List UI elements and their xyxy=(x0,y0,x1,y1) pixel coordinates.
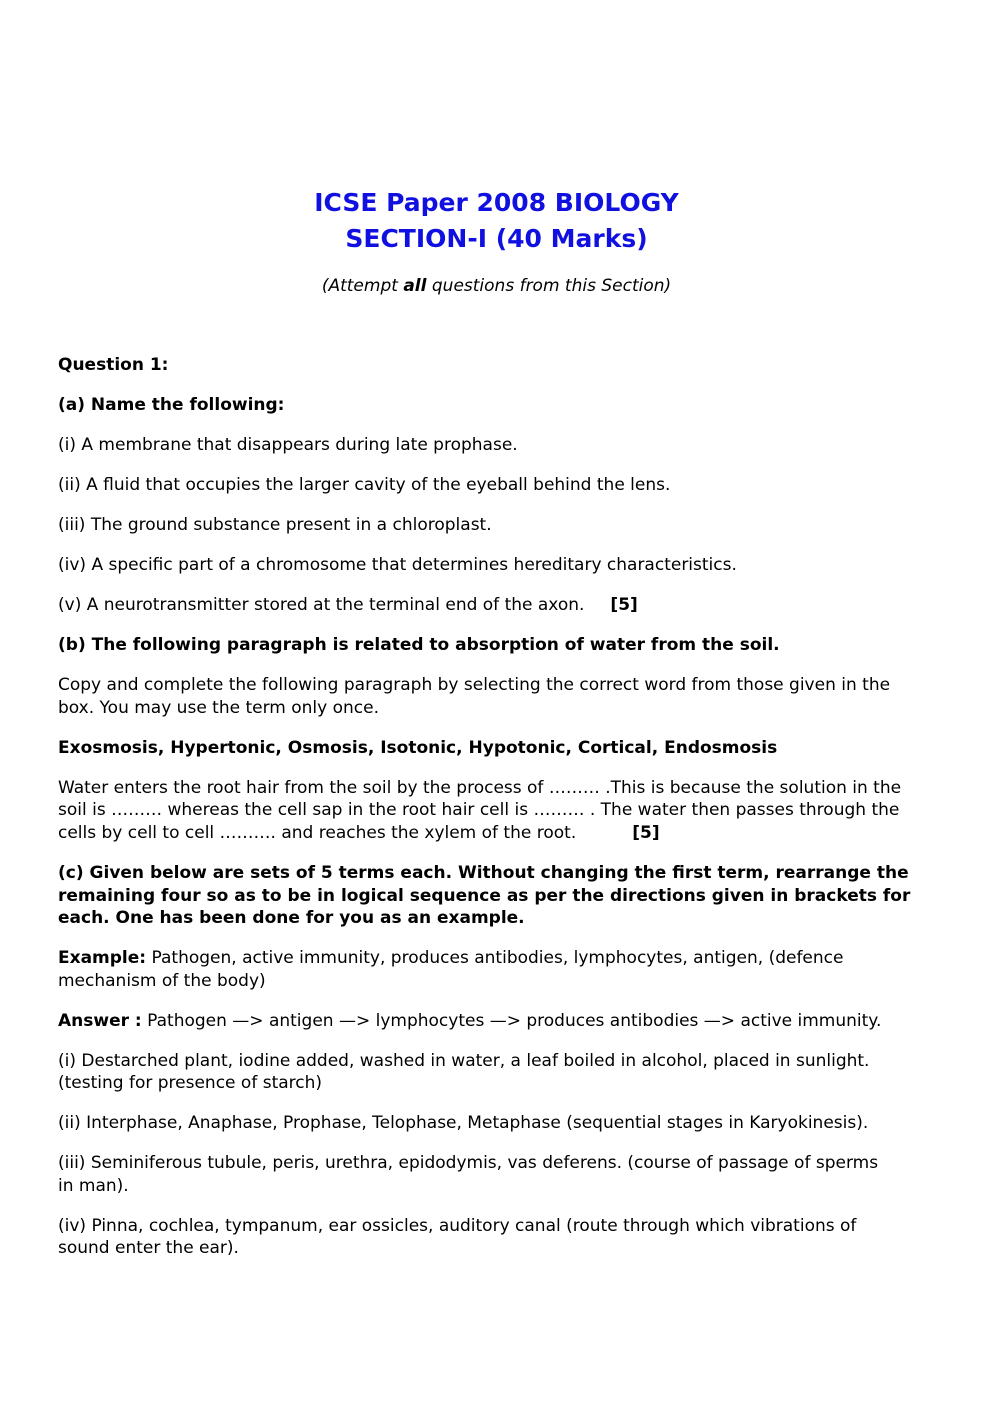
example-line: mechanism of the body) xyxy=(58,971,266,991)
part-b-paragraph: cells by cell to cell ………. and reaches the xylem of the root. [5] xyxy=(58,823,660,843)
marks-label: [5] xyxy=(632,823,660,843)
part-c-heading: (c) Given below are sets of 5 terms each. Without changing the first term, rearrange the xyxy=(58,863,909,883)
part-c-item: (ii) Interphase, Anaphase, Prophase, Telophase, Metaphase (sequential stages in Karyokinesis). xyxy=(58,1113,869,1133)
part-a-item: (i) A membrane that disappears during late prophase. xyxy=(58,435,518,455)
part-b-heading: (b) The following paragraph is related to absorption of water from the soil. xyxy=(58,635,780,655)
part-a-heading: (a) Name the following: xyxy=(58,395,285,415)
part-a-item: (v) A neurotransmitter stored at the terminal end of the axon. [5] xyxy=(58,595,638,615)
word-box-terms: Exosmosis, Hypertonic, Osmosis, Isotonic, Hypotonic, Cortical, Endosmosis xyxy=(58,738,778,758)
part-b-instruction: Copy and complete the following paragraph by selecting the correct word from those given in the xyxy=(58,675,891,695)
part-b-paragraph: Water enters the root hair from the soil by the process of ……… .This is because the solution in the xyxy=(58,778,902,798)
part-c-item: (iii) Seminiferous tubule, peris, urethra, epidodymis, vas deferens. (course of passage of sperms xyxy=(58,1153,879,1173)
part-c-item: (iv) Pinna, cochlea, tympanum, ear ossicles, auditory canal (route through which vibrations of xyxy=(58,1216,857,1236)
answer-line: Answer : Pathogen —> antigen —> lymphocytes —> produces antibodies —> active immunity. xyxy=(58,1011,882,1031)
part-b-paragraph: soil is ……… whereas the cell sap in the root hair cell is ……… . The water then passes through the xyxy=(58,800,900,820)
section-instruction: (Attempt all questions from this Section) xyxy=(321,276,672,296)
section-title: SECTION-I (40 Marks) xyxy=(345,224,648,253)
part-c-item: (testing for presence of starch) xyxy=(58,1073,323,1093)
part-b-instruction: box. You may use the term only once. xyxy=(58,698,380,718)
part-c-heading: each. One has been done for you as an example. xyxy=(58,908,525,928)
part-c-heading: remaining four so as to be in logical sequence as per the directions given in brackets for xyxy=(58,886,911,906)
question-heading: Question 1: xyxy=(58,355,169,375)
part-a-item: (iv) A specific part of a chromosome that determines hereditary characteristics. xyxy=(58,555,737,575)
part-c-item: (i) Destarched plant, iodine added, washed in water, a leaf boiled in alcohol, placed in sunlight. xyxy=(58,1051,870,1071)
part-c-item: sound enter the ear). xyxy=(58,1238,239,1258)
part-a-item: (ii) A fluid that occupies the larger cavity of the eyeball behind the lens. xyxy=(58,475,671,495)
marks-label: [5] xyxy=(610,595,638,615)
example-line: Example: Pathogen, active immunity, produces antibodies, lymphocytes, antigen, (defence xyxy=(58,948,844,968)
part-a-item: (iii) The ground substance present in a chloroplast. xyxy=(58,515,492,535)
paper-title: ICSE Paper 2008 BIOLOGY xyxy=(314,188,679,217)
part-c-item: in man). xyxy=(58,1176,129,1196)
